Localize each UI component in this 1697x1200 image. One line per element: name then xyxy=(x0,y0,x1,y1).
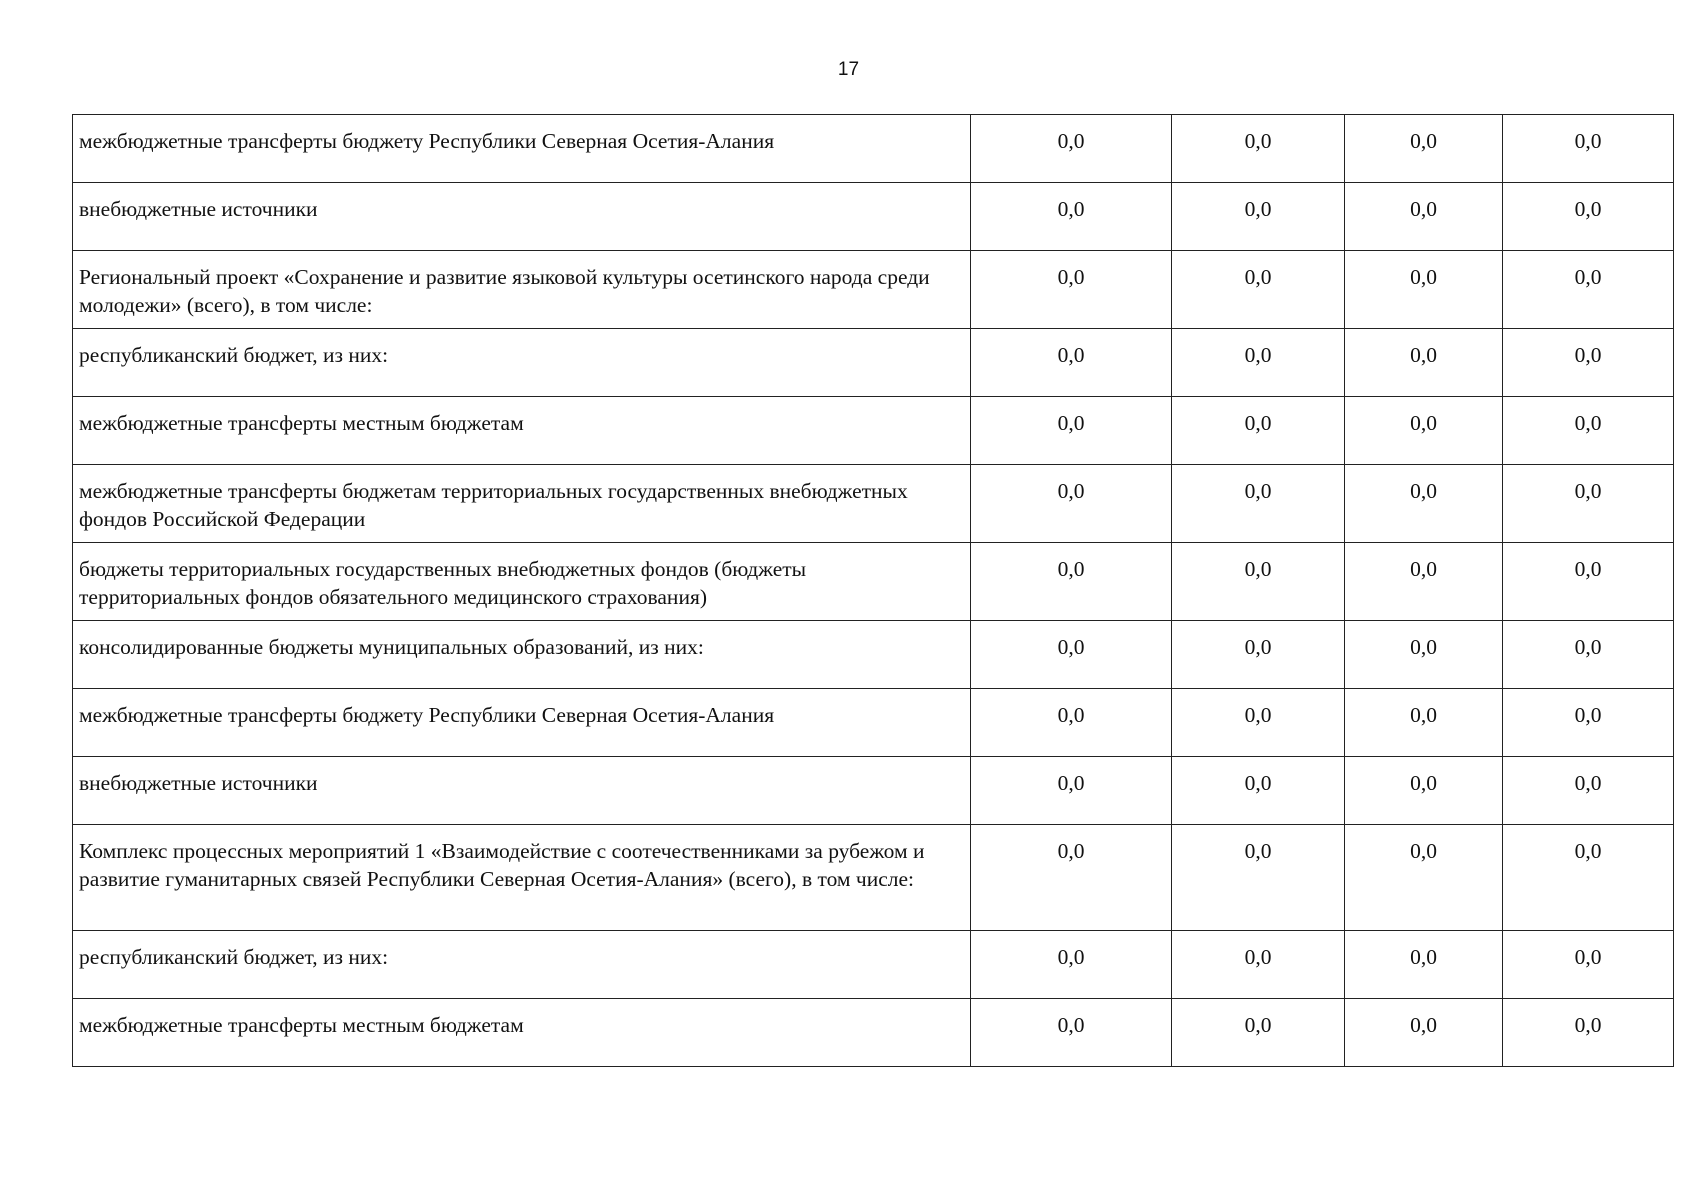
value-cell: 0,0 xyxy=(1345,825,1503,931)
row-label: межбюджетные трансферты бюджетам территориальных государственных внебюджетных фондов Российской Федерации xyxy=(73,465,971,543)
value-cell: 0,0 xyxy=(1345,251,1503,329)
value-cell: 0,0 xyxy=(1503,115,1674,183)
value-cell: 0,0 xyxy=(1503,543,1674,621)
value-cell: 0,0 xyxy=(971,251,1172,329)
table-row xyxy=(73,757,1674,825)
value-cell: 0,0 xyxy=(1503,825,1674,931)
value-cell: 0,0 xyxy=(971,757,1172,825)
row-label: межбюджетные трансферты бюджету Республики Северная Осетия-Алания xyxy=(73,115,971,183)
value-cell: 0,0 xyxy=(1172,115,1345,183)
value-cell: 0,0 xyxy=(1172,999,1345,1067)
row-label: Комплекс процессных мероприятий 1 «Взаимодействие с соотечественниками за рубежом и развитие гуманитарных связей Республики Северная Осетия-Алания» (всего), в том числе: xyxy=(73,825,971,931)
row-label: консолидированные бюджеты муниципальных образований, из них: xyxy=(73,621,971,689)
value-cell: 0,0 xyxy=(1345,115,1503,183)
table-row xyxy=(73,931,1674,999)
value-cell: 0,0 xyxy=(1172,183,1345,251)
value-cell: 0,0 xyxy=(1345,689,1503,757)
table-row xyxy=(73,251,1674,329)
row-label: республиканский бюджет, из них: xyxy=(73,931,971,999)
value-cell: 0,0 xyxy=(1172,621,1345,689)
value-cell: 0,0 xyxy=(1172,251,1345,329)
value-cell: 0,0 xyxy=(1172,825,1345,931)
table-row xyxy=(73,115,1674,183)
table-row xyxy=(73,397,1674,465)
value-cell: 0,0 xyxy=(971,931,1172,999)
value-cell: 0,0 xyxy=(1345,757,1503,825)
value-cell: 0,0 xyxy=(1172,465,1345,543)
row-label: внебюджетные источники xyxy=(73,757,971,825)
value-cell: 0,0 xyxy=(971,999,1172,1067)
value-cell: 0,0 xyxy=(1345,543,1503,621)
table-row xyxy=(73,621,1674,689)
value-cell: 0,0 xyxy=(1345,999,1503,1067)
value-cell: 0,0 xyxy=(1345,931,1503,999)
value-cell: 0,0 xyxy=(971,329,1172,397)
table-row xyxy=(73,825,1674,931)
value-cell: 0,0 xyxy=(1345,183,1503,251)
value-cell: 0,0 xyxy=(1345,465,1503,543)
value-cell: 0,0 xyxy=(1503,999,1674,1067)
row-label: Региональный проект «Сохранение и развитие языковой культуры осетинского народа среди молодежи» (всего), в том числе: xyxy=(73,251,971,329)
value-cell: 0,0 xyxy=(1172,543,1345,621)
row-label: внебюджетные источники xyxy=(73,183,971,251)
row-label: республиканский бюджет, из них: xyxy=(73,329,971,397)
value-cell: 0,0 xyxy=(1503,621,1674,689)
value-cell: 0,0 xyxy=(1172,329,1345,397)
table-row xyxy=(73,689,1674,757)
table-row xyxy=(73,999,1674,1067)
value-cell: 0,0 xyxy=(971,465,1172,543)
value-cell: 0,0 xyxy=(1345,329,1503,397)
value-cell: 0,0 xyxy=(971,397,1172,465)
value-cell: 0,0 xyxy=(1172,689,1345,757)
value-cell: 0,0 xyxy=(1503,251,1674,329)
table-row xyxy=(73,329,1674,397)
value-cell: 0,0 xyxy=(1503,931,1674,999)
value-cell: 0,0 xyxy=(971,621,1172,689)
row-label: межбюджетные трансферты местным бюджетам xyxy=(73,999,971,1067)
value-cell: 0,0 xyxy=(1172,757,1345,825)
value-cell: 0,0 xyxy=(971,183,1172,251)
page-number: 17 xyxy=(837,59,860,80)
value-cell: 0,0 xyxy=(1172,931,1345,999)
value-cell: 0,0 xyxy=(1503,183,1674,251)
value-cell: 0,0 xyxy=(1503,397,1674,465)
table-row xyxy=(73,183,1674,251)
value-cell: 0,0 xyxy=(971,543,1172,621)
row-label: межбюджетные трансферты бюджету Республики Северная Осетия-Алания xyxy=(73,689,971,757)
budget-table xyxy=(72,114,1674,1067)
row-label: межбюджетные трансферты местным бюджетам xyxy=(73,397,971,465)
table-row xyxy=(73,543,1674,621)
value-cell: 0,0 xyxy=(1503,329,1674,397)
row-label: бюджеты территориальных государственных внебюджетных фондов (бюджеты территориальных фондов обязательного медицинского страхования) xyxy=(73,543,971,621)
value-cell: 0,0 xyxy=(1503,757,1674,825)
table-row xyxy=(73,465,1674,543)
value-cell: 0,0 xyxy=(1503,465,1674,543)
value-cell: 0,0 xyxy=(971,115,1172,183)
value-cell: 0,0 xyxy=(971,689,1172,757)
value-cell: 0,0 xyxy=(1172,397,1345,465)
value-cell: 0,0 xyxy=(1345,397,1503,465)
value-cell: 0,0 xyxy=(1345,621,1503,689)
value-cell: 0,0 xyxy=(971,825,1172,931)
value-cell: 0,0 xyxy=(1503,689,1674,757)
